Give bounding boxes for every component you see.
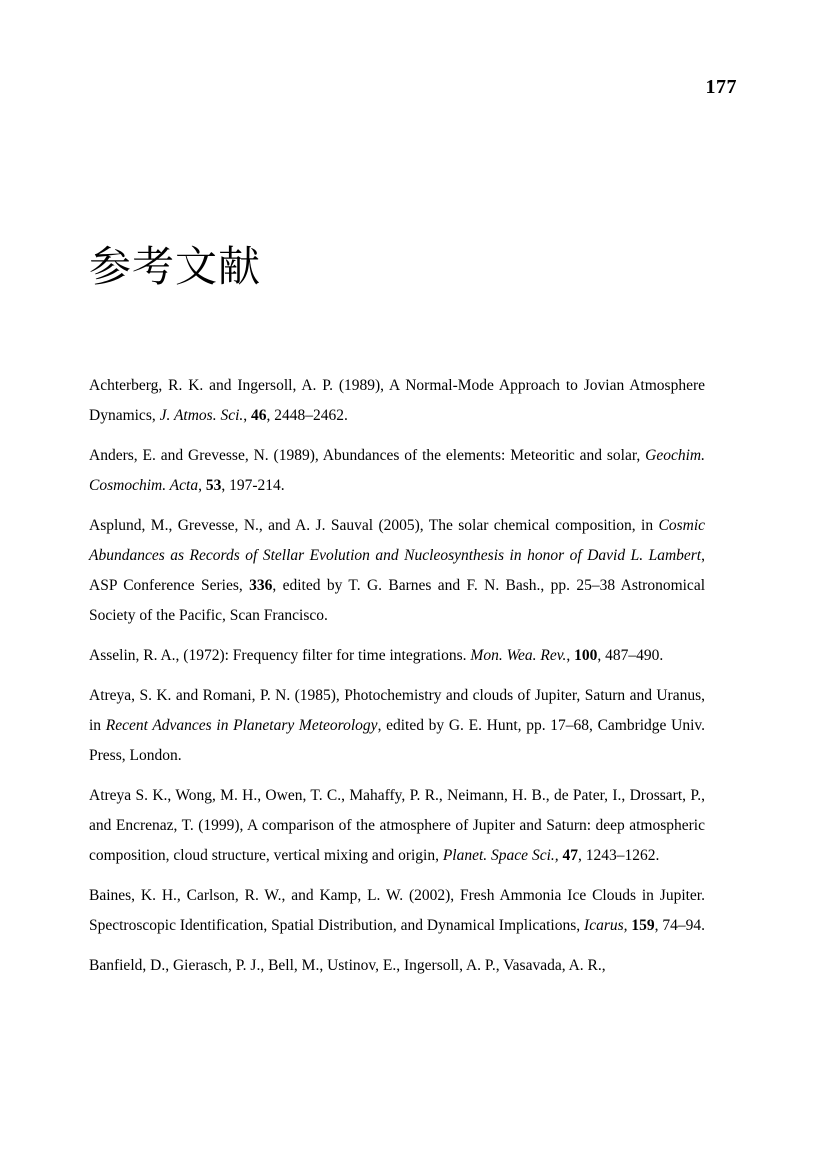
reference-text-segment: , 74–94.: [654, 917, 706, 934]
reference-text-segment: Cosmic Abundances as Records of Stellar Evolution and Nucleosynthesis in honor of David L. Lambert: [89, 517, 705, 564]
reference-text-segment: Atreya S. K., Wong, M. H., Owen, T. C., Mahaffy, P. R., Neimann, H. B., de Pater, I., Drossart, P., and Encrenaz, T. (1999), A comparison of the atmosphere of Jupiter and Saturn: deep atmospheric composition, cloud structure, vertical mixing and origin,: [89, 787, 705, 864]
reference-entry: [89, 951, 705, 981]
reference-text-segment: , 2448–2462.: [266, 407, 348, 424]
reference-text-segment: Baines, K. H., Carlson, R. W., and Kamp, L. W. (2002), Fresh Ammonia Ice Clouds in Jupiter. Spectroscopic Identification, Spatial Distribution, and Dynamical Implications,: [89, 887, 705, 934]
reference-text-segment: 46: [251, 407, 267, 424]
reference-text-segment: , 1243–1262.: [578, 847, 660, 864]
reference-text-segment: Planet. Space Sci.,: [442, 847, 559, 864]
reference-text-segment: ,: [566, 647, 575, 664]
reference-text-segment: 100: [574, 647, 598, 664]
reference-text-segment: Asselin, R. A., (1972): Frequency filter for time integrations.: [89, 647, 471, 664]
reference-text-segment: Icarus,: [584, 917, 628, 934]
reference-text-segment: Banfield, D., Gierasch, P. J., Bell, M., Ustinov, E., Ingersoll, A. P., Vasavada, A. R.,: [89, 957, 606, 974]
reference-entry: [89, 881, 705, 941]
reference-entry: [89, 641, 705, 671]
reference-text-segment: 159: [631, 917, 655, 934]
reference-text-segment: Anders, E. and Grevesse, N. (1989), Abundances of the elements: Meteoritic and solar,: [89, 447, 646, 464]
chapter-title: 参考文献: [89, 242, 262, 292]
reference-text-segment: ,: [243, 407, 252, 424]
reference-entry: [89, 781, 705, 871]
reference-text-segment: 47: [562, 847, 578, 864]
reference-list: [89, 371, 705, 991]
reference-text-segment: Recent Advances in Planetary Meteorology: [105, 717, 378, 734]
reference-text-segment: 336: [249, 577, 273, 594]
reference-text-segment: J. Atmos. Sci.: [159, 407, 244, 424]
reference-text-segment: ,: [198, 477, 206, 494]
reference-text-segment: Achterberg, R. K. and Ingersoll, A. P. (1989), A Normal-Mode Approach to Jovian Atmosphere Dynamics,: [89, 377, 705, 424]
reference-entry: [89, 371, 705, 431]
reference-entry: [89, 681, 705, 771]
reference-text-segment: Geochim. Cosmochim. Acta: [89, 447, 705, 494]
reference-text-segment: , edited by T. G. Barnes and F. N. Bash., pp. 25–38 Astronomical Society of the Pacific, Scan Francisco.: [89, 577, 706, 624]
reference-text-segment: Atreya, S. K. and Romani, P. N. (1985), Photochemistry and clouds of Jupiter, Saturn and Uranus, in: [89, 687, 705, 734]
reference-text-segment: , edited by G. E. Hunt, pp. 17–68, Cambridge Univ. Press, London.: [89, 717, 705, 764]
reference-text-segment: , 487–490.: [597, 647, 664, 664]
reference-text-segment: Asplund, M., Grevesse, N., and A. J. Sauval (2005), The solar chemical composition, in: [89, 517, 659, 534]
page-number: 177: [705, 76, 737, 98]
reference-text-segment: 53: [205, 477, 222, 494]
reference-text-segment: Mon. Wea. Rev.: [470, 647, 567, 664]
reference-entry: [89, 441, 705, 501]
reference-text-segment: , 197-214.: [221, 477, 285, 494]
reference-entry: [89, 511, 705, 631]
reference-text-segment: , ASP Conference Series,: [89, 547, 705, 594]
